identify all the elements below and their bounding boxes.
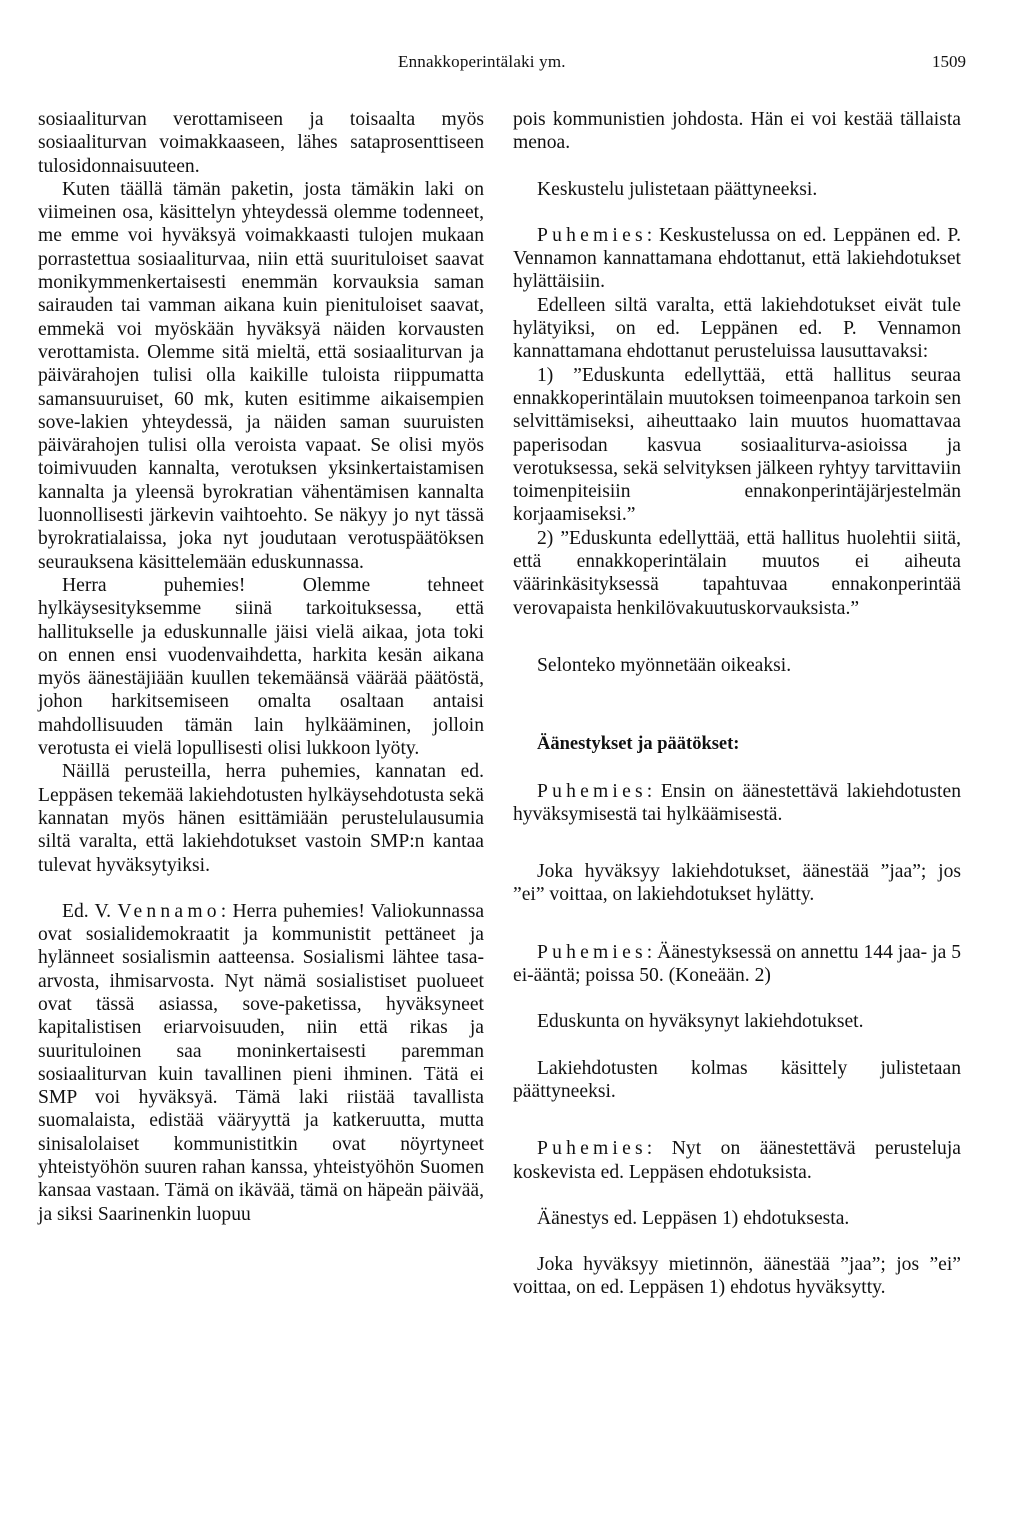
speech-vennamo: [38, 900, 484, 1226]
paragraph: Näillä perusteilla, herra puhemies, kannatan ed. Leppäsen tekemää lakiehdotusten hylkäysehdotusta sekä kannatan myös hänen esittämiään perustelulausumia siltä varalta, että lakiehdotukset vastoin SMP:n kantaa tulevat hyväksytyiksi.: [38, 761, 484, 876]
paragraph: Eduskunta on hyväksynyt lakiehdotukset.: [537, 1011, 864, 1033]
right-column: [513, 108, 961, 1300]
running-title: Ennakkoperintälaki ym.: [398, 52, 566, 71]
speaker-name: Puhemies: [537, 780, 647, 802]
speaker-name: Vennamo: [117, 900, 221, 922]
paragraph: Kuten täällä tämän paketin, josta tämäkin laki on viimeinen osa, käsittelyn yhteydessä olemme todenneet, me emme voi hyväksyä voimakkaasti tulojen mukaan porrastettua sosiaaliturvaa, niin että suurituloiset saavat monikymmenkertaisesti enemmän korvauksia saman sairauden tai vamman aikana kuin pienituloiset saavat, emmekä voi myöskään hyväksyä näiden korvausten verottamista. Olemme sitä mieltä, että sosiaaliturvan ja päivärahojen tulisi olla kaikille tuloista riippumatta samansuuruiset, 60 mk, kuten esitimme aikaisempien sove-lakien yhteydessä, ja näiden saman suuruisten päivärahojen tulisi olla veroista vapaat. Se olisi myös toimivuuden kannalta, verotuksen yksinkertaistamisen kannalta ja yleensä byrokratian vähentämisen kannalta luonnollisesti järkevin vaihtoehto. Se näkyy jo nyt tässä byrokratialaissa, joka nyt joudutaan verotuspäätöksen seurauksena käsittelemään eduskunnassa.: [38, 178, 484, 573]
speech-puhemies: [513, 780, 961, 827]
speech-text: : Nyt on äänestettävä perusteluja koskevista ed. Leppäsen ehdotuksista.: [513, 1138, 961, 1183]
paragraph: Joka hyväksyy lakiehdotukset, äänestää ”jaa”; jos ”ei” voittaa, on lakiehdotukset hylätty.: [513, 861, 961, 906]
speaker-name: Puhemies: [537, 224, 647, 246]
proposal-1: 1) ”Eduskunta edellyttää, että hallitus seuraa ennakkoperintälain muutoksen toimeenpanoa tarkoin sen selvittämiseksi, aiheuttaako lain muutos huomattavaa paperisodan kasvua sosiaaliturva-asioissa ja verotuksessa, sekä selvityksen jälkeen ryhtyy tarvittaviin toimenpiteisiin ennakonperintäjärjestelmän korjaamiseksi.”: [513, 364, 961, 526]
paragraph: Herra puhemies! Olemme tehneet hylkäysesityksemme siinä tarkoituksessa, että hallitukselle ja eduskunnalle jäisi vielä aikaa, jota toki on ennen ensi vuodenvaihdetta, harkita kesän aikana myös äänestäjiään kuullen tekemäänsä väärää päätöstä, johon harkitsemiseen omalta osaltaan antaisi mahdollisuuden tämän lain hylkääminen, jolloin verotusta ei vielä lopullisesti olisi lukkoon lyöty.: [38, 574, 484, 760]
section-heading: Äänestykset ja päätökset:: [537, 734, 740, 755]
page-header: [0, 52, 1024, 82]
paragraph: Keskustelu julistetaan päättyneeksi.: [537, 178, 818, 200]
paragraph: Äänestys ed. Leppäsen 1) ehdotuksesta.: [537, 1207, 850, 1229]
speech-text: : Ensin on äänestettävä lakiehdotusten hyväksymisestä tai hylkäämisestä.: [513, 780, 961, 825]
proposal-2: 2) ”Eduskunta edellyttää, että hallitus huolehtii siitä, että ennakkoperintälain muutos ei aiheuta väärinkäsityksessä tapahtuvaa ennakonperintää verovapaista henkilövakuutuskorvauksista.”: [513, 527, 961, 619]
page-number: 1509: [932, 52, 966, 71]
paragraph: Lakiehdotusten kolmas käsittely julistetaan päättyneeksi.: [513, 1057, 961, 1102]
speech-puhemies: [513, 941, 961, 988]
speech-text: : Herra puhemies! Valiokunnassa ovat sosialidemokraatit ja kommunistit pettäneet ja hylänneet sosialismin aatteensa. Sosialismi lähtee tasa-arvosta, ihmisarvosta. Nyt nämä sosialistiset puolueet ovat tässä asiassa, sove-paketissa, hyväksyneet kapitalistisen eriarvoisuuden, niin että rikas ja suurituloinen saa moninkertaisesti paremman sosiaaliturvan kuin tavallinen pieni ihminen. Tätä ei SMP voi hyväksyä. Tämä laki riistää tavallista suomalaista, edistää vääryyttä ja katkeruutta, mutta sinisalolaiset kommunistitkin ovat nöyrtyneet yhteistyöhön suuren rahan kanssa, yhteistyöhön Suomen kansaa vastaan. Tämä on ikävää, tämä on häpeän päivää, ja siksi Saarinenkin luopuu: [38, 900, 485, 1225]
speaker-name: Puhemies: [537, 941, 647, 963]
paragraph: pois kommunistien johdosta. Hän ei voi kestää tällaista menoa.: [513, 109, 961, 154]
speaker-prefix: Ed. V.: [62, 900, 112, 922]
paragraph: Joka hyväksyy mietinnön, äänestää ”jaa”; jos ”ei” voittaa, on ed. Leppäsen 1) ehdotus hyväksytty.: [513, 1254, 961, 1299]
paragraph: Edelleen siltä varalta, että lakiehdotukset eivät tule hylätyiksi, on ed. Leppänen ed. P. Vennamon kannattamana ehdottanut perusteluissa lausuttavaksi:: [513, 294, 961, 363]
left-column: [38, 108, 484, 1226]
speech-puhemies: [513, 224, 961, 294]
paragraph: sosiaaliturvan verottamiseen ja toisaalta myös sosiaaliturvan voimakkaaseen, lähes sataprosenttiseen tulosidonnaisuuteen.: [38, 109, 484, 177]
paragraph: Selonteko myönnetään oikeaksi.: [537, 654, 792, 676]
speech-text: : Keskustelussa on ed. Leppänen ed. P. Vennamon kannattamana ehdottanut, että lakiehdotukset hylättäisiin.: [513, 224, 961, 293]
speech-puhemies: [513, 1137, 961, 1184]
speaker-name: Puhemies: [537, 1138, 647, 1160]
speech-text: : Äänestyksessä on annettu 144 jaa- ja 5 ei-ääntä; poissa 50. (Koneään. 2): [513, 941, 961, 987]
